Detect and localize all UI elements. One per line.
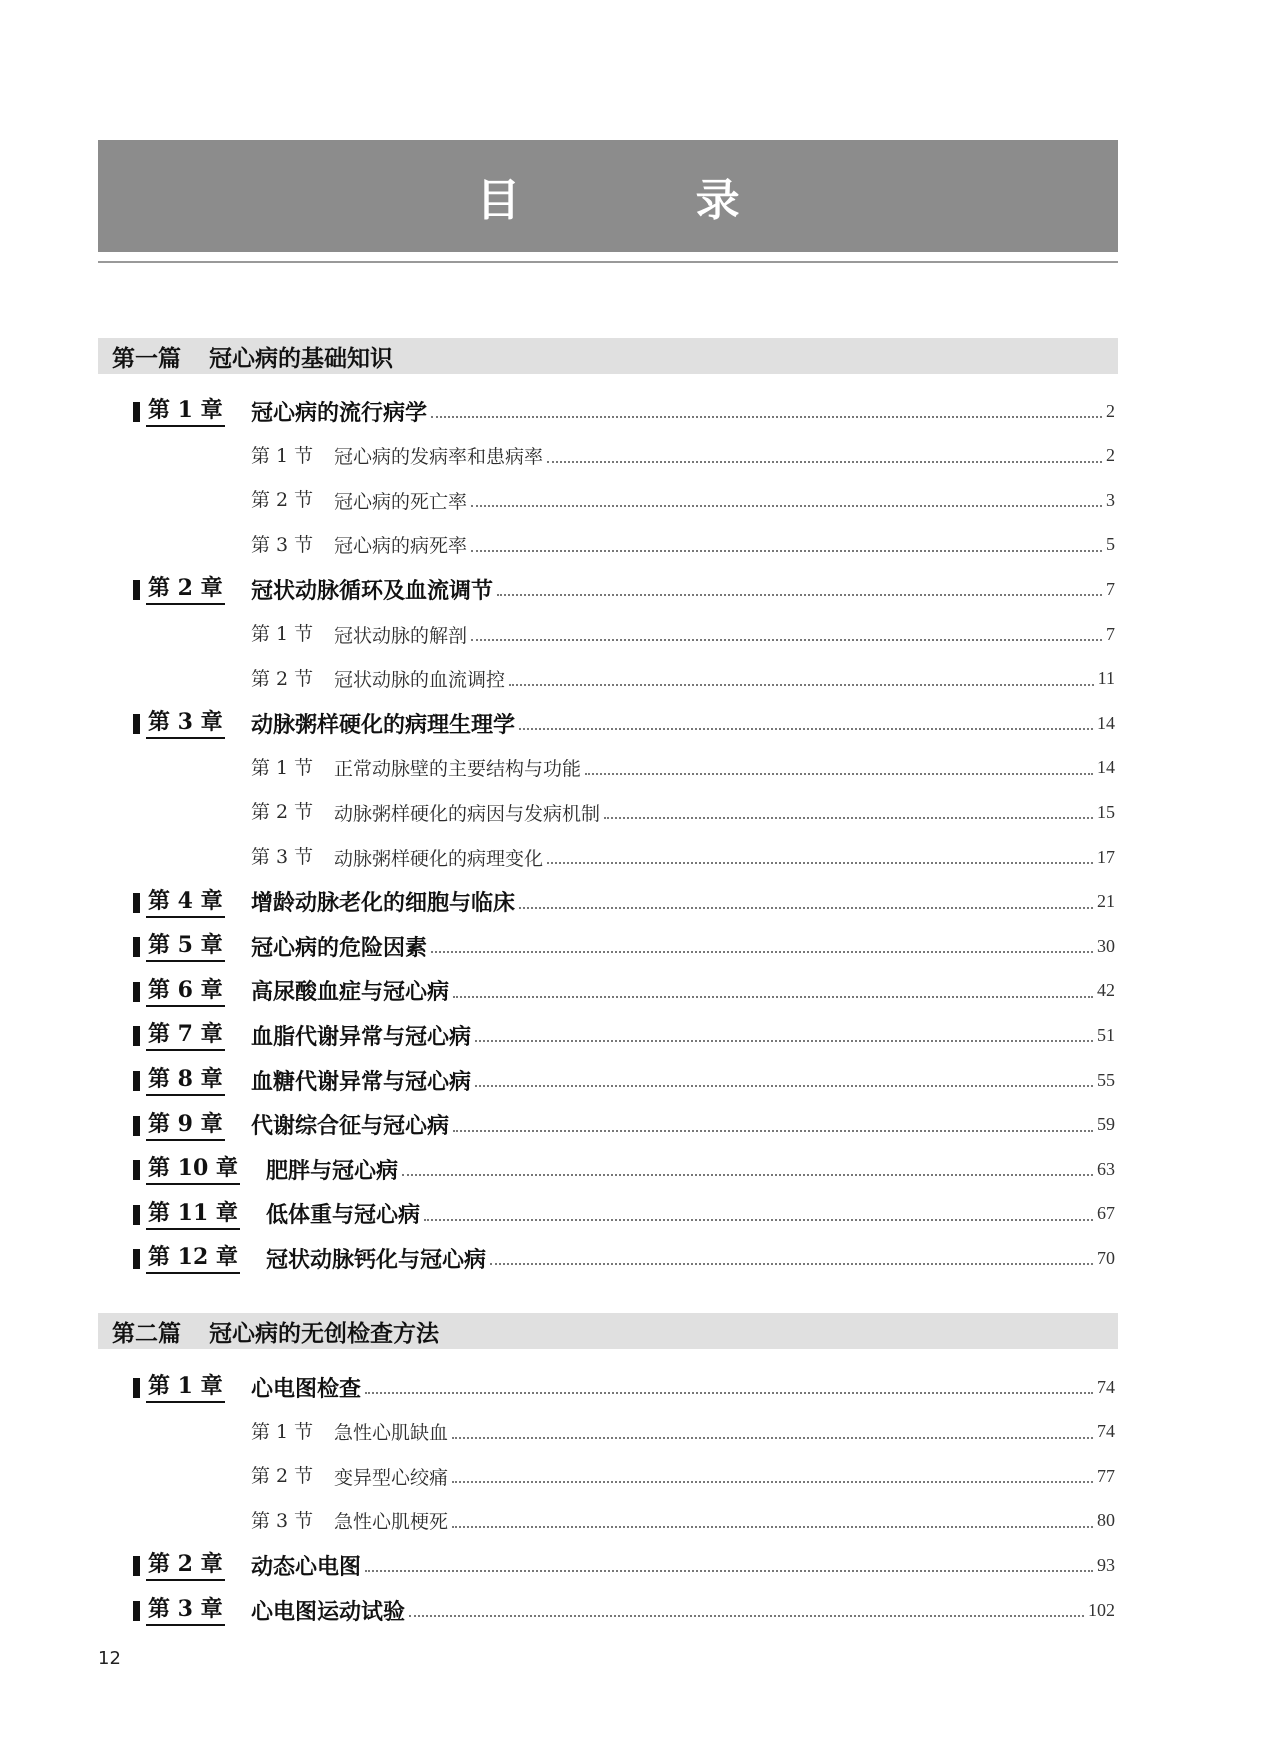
chapter-entry[interactable]	[0, 1590, 1280, 1630]
dot-leader	[409, 1615, 1084, 1617]
chapter-marker	[133, 580, 140, 600]
section-page: 17	[1097, 846, 1115, 867]
chapter-entry[interactable]	[0, 391, 1280, 431]
chapter-number: 第 10 章	[146, 1153, 240, 1185]
dot-leader	[452, 1481, 1093, 1483]
chapter-marker	[133, 1116, 140, 1136]
section-entry[interactable]	[0, 748, 1280, 788]
chapter-entry[interactable]	[0, 1015, 1280, 1055]
chapter-number: 第 4 章	[146, 886, 225, 918]
chapter-number: 第 5 章	[146, 930, 225, 962]
chapter-page: 67	[1097, 1203, 1115, 1224]
section-title: 冠心病的病死率	[334, 535, 468, 558]
chapter-entry[interactable]	[0, 569, 1280, 609]
chapter-title: 代谢综合征与冠心病	[251, 1113, 450, 1140]
section-number: 第 1 节	[251, 1420, 314, 1443]
section-page: 14	[1097, 757, 1115, 778]
dot-leader	[453, 1130, 1093, 1132]
chapter-marker	[133, 1249, 140, 1269]
chapter-number: 第 7 章	[146, 1019, 225, 1051]
dot-leader	[585, 773, 1093, 775]
dot-leader	[471, 505, 1102, 507]
chapter-number: 第 1 章	[146, 1371, 225, 1403]
chapter-entry[interactable]	[0, 1149, 1280, 1189]
chapter-title: 动态心电图	[251, 1553, 362, 1580]
section-title: 动脉粥样硬化的病理变化	[334, 847, 544, 870]
dot-leader	[424, 1219, 1093, 1221]
chapter-marker	[133, 1378, 140, 1398]
section-number: 第 1 节	[251, 623, 314, 645]
chapter-number: 第 12 章	[146, 1242, 240, 1274]
dot-leader	[490, 1263, 1093, 1265]
chapter-title: 冠状动脉钙化与冠心病	[266, 1246, 487, 1273]
page-title: 目 录	[476, 175, 820, 226]
dot-leader	[519, 907, 1093, 909]
chapter-page: 7	[1106, 578, 1115, 599]
chapter-page: 63	[1097, 1158, 1115, 1179]
chapter-number: 第 8 章	[146, 1064, 225, 1096]
chapter-title: 动脉粥样硬化的病理生理学	[251, 711, 516, 738]
chapter-marker	[133, 1601, 140, 1621]
dot-leader	[471, 550, 1102, 552]
section-page: 77	[1097, 1465, 1115, 1486]
section-page: 2	[1106, 445, 1115, 466]
chapter-number: 第 9 章	[146, 1109, 225, 1141]
section-title: 冠心病的发病率和患病率	[334, 446, 544, 469]
chapter-page: 2	[1106, 400, 1115, 421]
dot-leader	[453, 996, 1093, 998]
section-entry[interactable]	[0, 792, 1280, 832]
dot-leader	[365, 1570, 1093, 1572]
section-title: 冠心病的死亡率	[334, 490, 468, 513]
chapter-marker	[133, 982, 140, 1002]
chapter-page: 59	[1097, 1114, 1115, 1135]
chapter-page: 51	[1097, 1024, 1115, 1045]
dot-leader	[547, 461, 1102, 463]
dot-leader	[452, 1526, 1093, 1528]
part-heading	[98, 1313, 1118, 1349]
page-number: 12	[98, 1648, 121, 1669]
chapter-number: 第 2 章	[146, 1549, 225, 1581]
chapter-number: 第 1 章	[146, 395, 225, 427]
dot-leader	[471, 639, 1102, 641]
section-title: 冠状动脉的解剖	[334, 624, 468, 647]
section-entry[interactable]	[0, 1412, 1280, 1452]
chapter-page: 55	[1097, 1069, 1115, 1090]
section-page: 3	[1106, 489, 1115, 510]
chapter-marker	[133, 893, 140, 913]
section-number: 第 2 节	[251, 801, 314, 824]
chapter-title: 肥胖与冠心病	[266, 1157, 399, 1184]
chapter-title: 高尿酸血症与冠心病	[251, 979, 450, 1006]
section-number: 第 1 节	[251, 756, 314, 779]
section-page: 80	[1097, 1510, 1115, 1531]
title-banner	[98, 140, 1118, 252]
section-title: 变异型心绞痛	[334, 1466, 449, 1489]
section-number: 第 3 节	[251, 846, 314, 868]
section-page: 11	[1097, 668, 1115, 689]
section-page: 7	[1106, 623, 1115, 644]
chapter-page: 21	[1097, 891, 1115, 912]
section-number: 第 2 节	[251, 489, 314, 512]
section-entry[interactable]	[0, 1456, 1280, 1496]
part-heading	[98, 338, 1118, 374]
chapter-entry[interactable]	[0, 1105, 1280, 1145]
section-title: 正常动脉壁的主要结构与功能	[334, 758, 582, 781]
chapter-title: 血脂代谢异常与冠心病	[251, 1023, 472, 1050]
chapter-title: 冠状动脉循环及血流调节	[251, 577, 494, 604]
section-number: 第 2 节	[251, 667, 314, 690]
section-number: 第 2 节	[251, 1465, 314, 1488]
section-entry[interactable]	[0, 480, 1280, 520]
dot-leader	[452, 1437, 1093, 1439]
section-entry[interactable]	[0, 1501, 1280, 1541]
chapter-page: 14	[1097, 712, 1115, 733]
chapter-entry[interactable]	[0, 1238, 1280, 1278]
chapter-page: 74	[1097, 1376, 1115, 1397]
section-number: 第 1 节	[251, 444, 314, 467]
chapter-marker	[133, 937, 140, 957]
dot-leader	[431, 416, 1102, 418]
chapter-title: 血糖代谢异常与冠心病	[251, 1068, 472, 1095]
section-title: 急性心肌梗死	[334, 1511, 449, 1534]
part-title: 冠心病的无创检查方法	[209, 1320, 439, 1347]
chapter-marker	[133, 1556, 140, 1576]
dot-leader	[431, 951, 1093, 953]
chapter-entry[interactable]	[0, 703, 1280, 743]
part-title: 冠心病的基础知识	[209, 345, 393, 372]
dot-leader	[475, 1085, 1093, 1087]
chapter-title: 冠心病的流行病学	[251, 399, 428, 426]
chapter-page: 93	[1097, 1554, 1115, 1575]
dot-leader	[402, 1174, 1093, 1176]
chapter-entry[interactable]	[0, 882, 1280, 922]
section-entry[interactable]	[0, 525, 1280, 565]
section-entry[interactable]	[0, 659, 1280, 699]
section-title: 急性心肌缺血	[334, 1422, 449, 1445]
section-title: 动脉粥样硬化的病因与发病机制	[334, 802, 601, 825]
chapter-page: 70	[1097, 1247, 1115, 1268]
chapter-entry[interactable]	[0, 1060, 1280, 1100]
chapter-entry[interactable]	[0, 926, 1280, 966]
dot-leader	[497, 594, 1102, 596]
section-number: 第 3 节	[251, 1509, 314, 1532]
chapter-entry[interactable]	[0, 1367, 1280, 1407]
section-page: 5	[1106, 534, 1115, 555]
chapter-page: 42	[1097, 980, 1115, 1001]
section-entry[interactable]	[0, 614, 1280, 654]
part-number: 第二篇	[112, 1320, 181, 1347]
part-number: 第一篇	[112, 345, 181, 372]
dot-leader	[509, 684, 1094, 686]
section-title: 冠状动脉的血流调控	[334, 669, 506, 692]
chapter-title: 心电图运动试验	[251, 1598, 406, 1625]
dot-leader	[519, 728, 1093, 730]
dot-leader	[547, 862, 1093, 864]
chapter-title: 冠心病的危险因素	[251, 934, 428, 961]
chapter-title: 低体重与冠心病	[266, 1202, 421, 1229]
dot-leader	[475, 1040, 1093, 1042]
chapter-number: 第 11 章	[146, 1198, 240, 1230]
chapter-marker	[133, 1026, 140, 1046]
section-number: 第 3 节	[251, 533, 314, 556]
dot-leader	[365, 1392, 1093, 1394]
chapter-entry[interactable]	[0, 971, 1280, 1011]
chapter-number: 第 2 章	[146, 573, 225, 605]
chapter-page: 30	[1097, 935, 1115, 956]
chapter-title: 心电图检查	[251, 1375, 362, 1402]
chapter-marker	[133, 402, 140, 422]
section-entry[interactable]	[0, 436, 1280, 476]
chapter-marker	[133, 714, 140, 734]
chapter-entry[interactable]	[0, 1545, 1280, 1585]
title-divider	[98, 261, 1118, 263]
chapter-marker	[133, 1205, 140, 1225]
chapter-number: 第 3 章	[146, 707, 225, 739]
section-page: 15	[1097, 801, 1115, 822]
section-entry[interactable]	[0, 837, 1280, 877]
dot-leader	[604, 817, 1093, 819]
chapter-page: 102	[1088, 1599, 1115, 1620]
chapter-entry[interactable]	[0, 1194, 1280, 1234]
chapter-number: 第 6 章	[146, 975, 225, 1007]
section-page: 74	[1097, 1421, 1115, 1442]
chapter-title: 增龄动脉老化的细胞与临床	[251, 890, 516, 917]
chapter-marker	[133, 1160, 140, 1180]
chapter-number: 第 3 章	[146, 1594, 225, 1626]
chapter-marker	[133, 1071, 140, 1091]
